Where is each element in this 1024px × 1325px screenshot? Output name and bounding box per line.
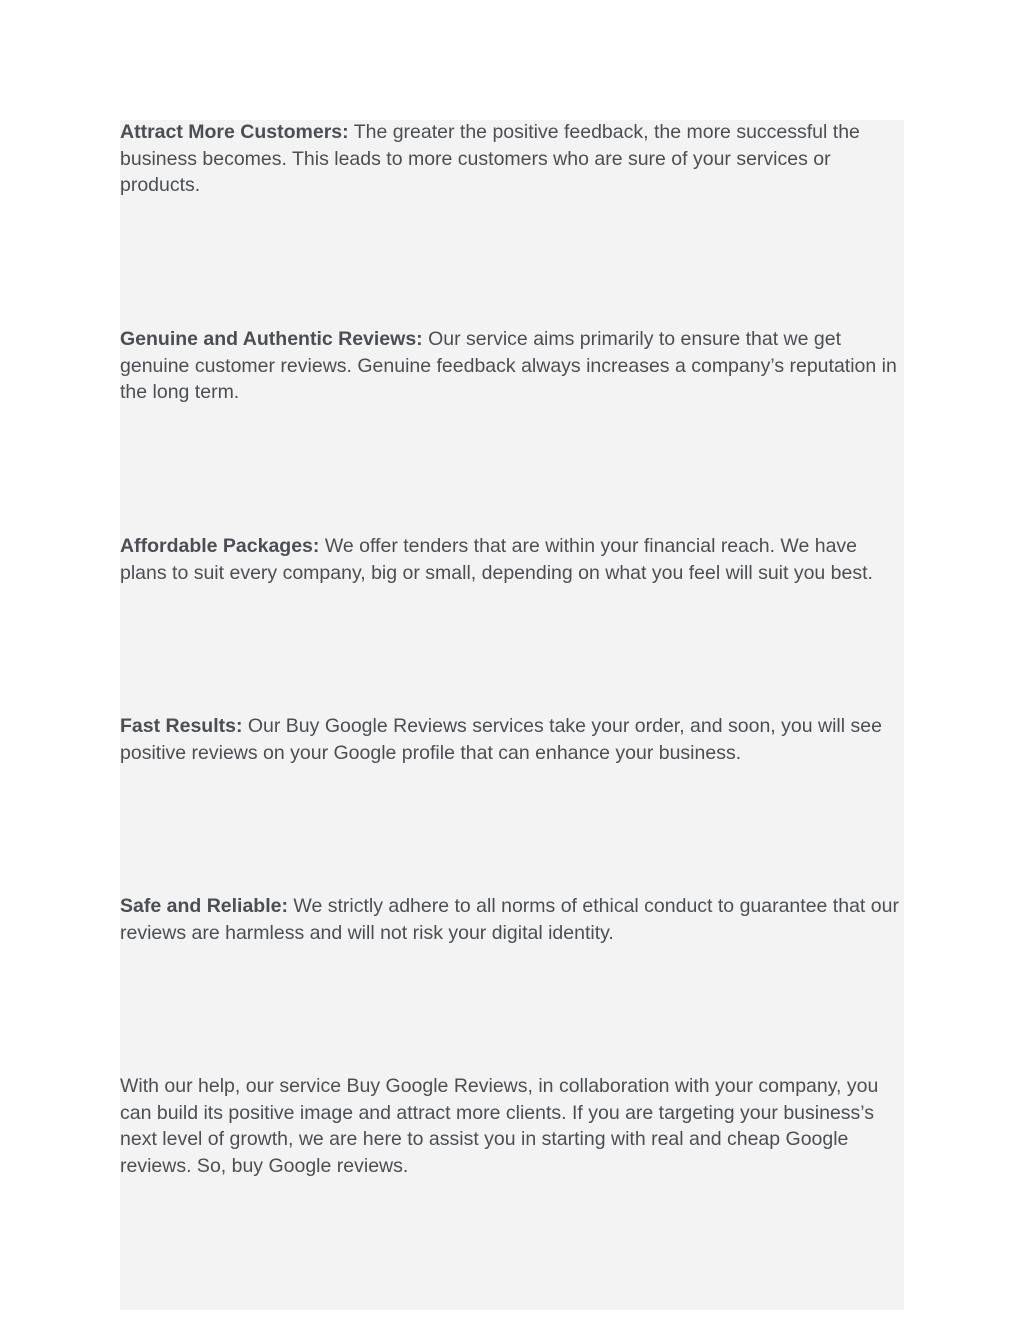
benefit-text: We strictly adhere to all norms of ethical conduct to guarantee that our reviews are harmless and will not risk your digital identity.	[120, 895, 899, 944]
benefit-text: Our Buy Google Reviews services take your order, and soon, you will see positive reviews on your Google profile that can enhance your business.	[120, 715, 882, 764]
benefit-paragraph-genuine-reviews	[120, 326, 904, 406]
benefit-paragraph-fast-results	[120, 713, 904, 766]
benefit-heading: Affordable Packages:	[120, 535, 320, 557]
benefit-paragraph-affordable-packages	[120, 533, 904, 586]
benefit-heading: Genuine and Authentic Reviews:	[120, 328, 423, 350]
benefit-text: The greater the positive feedback, the more successful the business becomes. This leads to more customers who are sure of your services or products.	[120, 121, 860, 196]
benefit-heading: Attract More Customers:	[120, 121, 349, 143]
benefit-text: Our service aims primarily to ensure that we get genuine customer reviews. Genuine feedback always increases a company’s reputation in the long term.	[120, 328, 897, 403]
benefit-paragraph-attract-customers	[120, 119, 904, 199]
benefit-paragraph-safe-reliable	[120, 893, 904, 946]
benefit-text: We offer tenders that are within your financial reach. We have plans to suit every company, big or small, depending on what you feel will suit you best.	[120, 535, 873, 584]
closing-paragraph: With our help, our service Buy Google Reviews, in collaboration with your company, you can build its positive image and attract more clients. If you are targeting your business’s next level of growth, we are here to assist you in starting with real and cheap Google reviews. So, buy Google reviews.	[120, 1075, 879, 1177]
benefit-heading: Fast Results:	[120, 715, 243, 737]
benefit-heading: Safe and Reliable:	[120, 895, 288, 917]
